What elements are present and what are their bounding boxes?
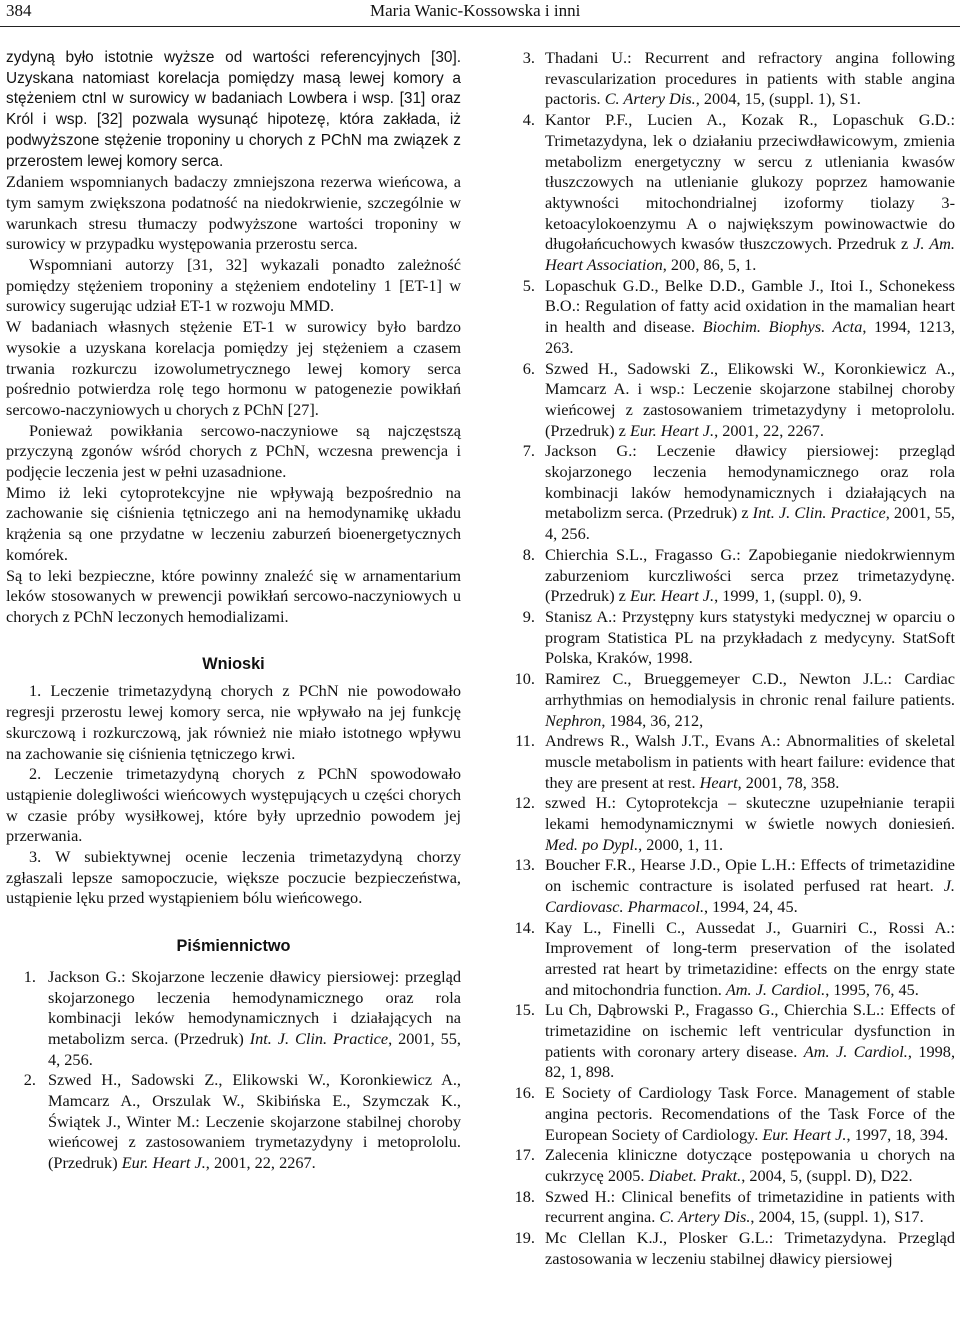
body-paragraph: Wspomniani autorzy [31, 32] wykazali ponadto zależność pomiędzy stężeniem troponiny a stężeniem endoteliny 1 [ET-1] w surowicy sugerując udział ET-1 w rozwoju MMD.	[6, 255, 461, 316]
reference-text: Stanisz A.: Przystępny kurs statystyki medycznej w oparciu o program Statistica PL na przykładach z medycyny. StatSoft Polska, Kraków, 1998.	[545, 606, 955, 668]
reference-details: , 2001, 22, 2267.	[714, 420, 824, 440]
reference-journal: J. Am. Heart Association	[545, 234, 955, 275]
reference-text: E Society of Cardiology Task Force. Management of stable angina pectoris. Recomendations of the Task Force of the European Society of Cardiology.	[545, 1083, 955, 1144]
conclusions-heading: Wnioski	[202, 654, 265, 673]
reference-text: Jackson G.: Leczenie dławicy piersiowej: przegląd skojarzonego leczenia hemodynamicznego oraz rola kombinacji laków hemodynamicznych i działających na metabolizm serca. (Przedruk) z	[545, 441, 955, 523]
reference-item	[505, 48, 955, 110]
reference-number: 12.	[514, 793, 535, 813]
reference-number: 10.	[514, 669, 535, 689]
page-number: 384	[6, 1, 32, 20]
reference-item	[505, 545, 955, 607]
body-paragraph: zydyną było istotnie wyższe od wartości referencyjnych [30]. Uzyskana natomiast korelacja pomiędzy masą lewej komory a stężeniem ctnI w surowicy w badaniach Lowbera i wsp. [31] oraz Król i wsp. [32] pozwala wysunąć hipotezę, która zakłada, iż podwyższone stężenie troponiny u chorych z PChN ma związek z przerostem lewej komory serca.	[6, 49, 461, 170]
reference-number: 9.	[522, 606, 535, 626]
left-column	[6, 48, 461, 1174]
reference-details: , 1994, 1213, 263.	[545, 317, 955, 357]
reference-journal: Eur. Heart J.	[762, 1124, 847, 1144]
body-paragraph: W badaniach własnych stężenie ET-1 w surowicy było bardzo wysokie a uzyskana korelacja pomiędzy jej stężeniem a czasem trwania rozkurczu izowolumetrycznego lewej komory serca pośrednio potwierdza rolę tego hormonu w patogenezie powikłań sercowo-naczyniowych u chorych z PChN [27].	[6, 317, 461, 419]
reference-item	[505, 359, 955, 442]
reference-text: Boucher F.R., Hearse J.D., Opie L.H.: Effects of trimetazidine on ischemic contracture is isolated perfused rat heart.	[545, 855, 955, 896]
reference-number: 8.	[522, 544, 535, 564]
reference-details: , 200, 86, 5, 1.	[662, 255, 757, 275]
reference-number: 5.	[522, 275, 535, 295]
reference-journal: Eur. Heart J.	[629, 586, 715, 606]
reference-text: Kay L., Finelli C., Aussedat J., Guarniri C., Rossi A.: Improvement of long-term preservation of the isolated arrested rat heart by trimetazidine: effects on the enrgy state and mitochondria function.	[545, 917, 955, 999]
reference-item	[505, 1083, 955, 1145]
body-paragraph: Mimo iż leki cytoprotekcyjne nie wpływają bezpośrednio na zachowanie się ciśnienia tętniczego ani na hemodynamikę układu krążenia są one przydatne w leczeniu zaburzeń bioenergetycznych komórek.	[6, 482, 461, 564]
reference-text: szwed H.: Cytoprotekcja – skuteczne uzupełnianie terapii lekami hemodynamicznymi w świetle nowych doniesień.	[545, 793, 955, 834]
reference-item	[505, 276, 955, 359]
reference-text: Szwed H., Sadowski Z., Elikowski W., Koronkiewicz A., Mamcarz A. i wsp.: Leczenie skojarzone stabilnej choroby wieńcowej z zastosowaniem trimetazydyny i metoprololu. (Przedruk) z	[545, 358, 955, 440]
reference-text: Lopaschuk G.D., Belke D.D., Gamble J., Itoi I., Schonekess B.O.: Regulation of fatty acid oxidation in the mamalian heart in health and disease.	[545, 275, 955, 337]
conclusion-item: 2. Leczenie trimetazydyną chorych z PChN spowodowało ustąpienie dolegliwości wieńcowych występujących u części chorych w czasie próby wysiłkowej, które były uprzednio powodem jej przerwania.	[6, 764, 461, 846]
reference-journal: Int. J. Clin. Practice	[752, 503, 886, 523]
reference-number: 2.	[23, 1070, 36, 1090]
reference-item	[505, 1187, 955, 1228]
reference-item	[505, 669, 955, 731]
reference-text: Zalecenia kliniczne dotyczące postępowania u chorych na cukrzycę 2005.	[545, 1145, 955, 1185]
reference-text: Jackson G.: Skojarzone leczenie dławicy piersiowej: przegląd skojarzonego leczenia hemodynamicznego oraz rola kombinacji leków hemodynamicznych i działających na metabolizm serca. (Przedruk)	[48, 966, 461, 1048]
reference-details: , 2004, 5, (suppl. D), D22.	[741, 1165, 913, 1185]
reference-text: Andrews R., Walsh J.T., Evans A.: Abnormalities of skeletal muscle metabolism in patients with heart failure: evidence that they are present at rest.	[545, 731, 955, 792]
reference-details: , 2001, 55, 4, 256.	[545, 503, 955, 544]
reference-details: , 1984, 36, 212,	[601, 710, 704, 730]
reference-details: , 2001, 22, 2267.	[205, 1153, 316, 1173]
reference-list	[6, 967, 461, 1174]
reference-details: , 1998, 82, 1, 898.	[545, 1041, 956, 1082]
reference-text: Chierchia S.L., Fragasso G.: Zapobieganie niedokrwiennym zaburzeniom kurczliwości serca przez trimetazydynę. (Przedruk) z	[545, 544, 955, 606]
reference-number: 6.	[522, 358, 535, 378]
reference-journal: Int. J. Clin. Practice	[249, 1028, 389, 1048]
conclusion-item: 1. Leczenie trimetazydyną chorych z PChN nie powodowało regresji przerostu lewej komory serca, nie wpływało na jej funkcję skurczową i rozkurczową, jak również nie miało istotnego wpływu na zachowanie się ciśnienia tętniczego krwi.	[6, 681, 461, 763]
reference-journal: C. Artery Dis.	[604, 89, 696, 109]
reference-number: 4.	[522, 110, 535, 130]
reference-text: Lu Ch, Dąbrowski P., Fragasso G., Chierchia S.L.: Effects of trimetazidine on ischemic left ventricular dysfunction in patients with coronary artery disease.	[545, 1000, 955, 1061]
reference-item	[6, 967, 461, 1071]
reference-number: 14.	[514, 917, 535, 937]
reference-text: Thadani U.: Recurrent and refractory angina following revascularization procedures in patients with stable angina pactoris.	[545, 48, 955, 109]
reference-details: , 2001, 78, 358.	[737, 772, 840, 792]
reference-details: , 1994, 24, 45.	[704, 896, 798, 916]
body-paragraph: Ponieważ powikłania sercowo-naczyniowe są najczęstszą przyczyną zgonów wśród chorych z PChN, wczesna prewencja i podjęcie leczenia jest w pełni uzasadnione.	[6, 420, 461, 482]
reference-journal: Eur. Heart J.	[629, 420, 715, 440]
reference-journal: Nephron	[545, 710, 602, 730]
reference-item	[505, 441, 955, 545]
reference-number: 17.	[514, 1145, 535, 1165]
reference-text: Mc Clellan K.J., Plosker G.L.: Trimetazydyna. Przegląd zastosowania w leczeniu stabilnej dławicy piersiowej	[545, 1228, 955, 1268]
reference-number: 3.	[522, 48, 535, 67]
reference-details: , 2004, 15, (suppl. 1), S17.	[750, 1207, 924, 1227]
reference-details: , 1997, 18, 394.	[846, 1124, 949, 1144]
reference-item	[505, 1000, 955, 1083]
reference-text: Szwed H., Sadowski Z., Elikowski W., Koronkiewicz A., Mamcarz A., Orszulak W., Skibińska E., Szymczak K., Świątek J., Winter M.: Leczenie skojarzone stabilnej choroby wieńcowej z zastosowaniem trymetazydyny i metoprololu. (Przedruk)	[48, 1070, 461, 1173]
reference-details: , 2001, 55, 4, 256.	[48, 1028, 461, 1069]
reference-details: , 1995, 76, 45.	[825, 979, 919, 999]
reference-item	[505, 918, 955, 1001]
reference-item	[505, 607, 955, 669]
reference-journal: C. Artery Dis.	[659, 1207, 751, 1227]
reference-journal: Med. po Dypl.	[545, 834, 639, 854]
reference-details: , 2000, 1, 11.	[638, 834, 724, 854]
reference-journal: J. Cardiovasc. Pharmacol.	[545, 876, 955, 916]
running-header	[0, 0, 960, 27]
reference-item	[505, 855, 955, 917]
body-paragraph: Zdaniem wspomnianych badaczy zmniejszona rezerwa wieńcowa, a tym samym zwiększona podatność na niedokrwienie, szczególnie w warunkach stresu tłumaczy podwyższone wartości troponiny w surowicy w przypadku występowania przerostu serca.	[6, 172, 461, 254]
reference-text: Kantor P.F., Lucien A., Kozak R., Lopaschuk G.D.: Trimetazydyna, lek o działaniu przeciwdławicowym, zmienia metabolizm energetyczny w sercu z utleniania kwasów tłuszczowych na utlenianie glukozy poprzez hamowanie aktywności mitochondrialnej izoformy tiolazy 3-ketoacylokoenzymu A o największym powinowactwie do długołańcuchowych kwasów tłuszczowych. Przedruk z	[545, 110, 955, 254]
reference-number: 1.	[23, 966, 36, 986]
references-heading: Piśmiennictwo	[176, 937, 291, 956]
body-paragraph: Są to leki bezpieczne, które powinny znaleźć się w arnamentarium leków stosowanych w prewencji powikłań sercowo-naczyniowych u chorych z PChN leczonych hemodializami.	[6, 565, 461, 626]
reference-number: 19.	[514, 1228, 535, 1248]
reference-number: 7.	[522, 441, 535, 461]
reference-journal: Biochim. Biophys. Acta	[702, 317, 863, 337]
reference-text: Ramirez C., Brueggemeyer C.D., Newton J.L.: Cardiac arrhythmias on hemodialysis in chronic renal failure patients.	[545, 669, 955, 709]
reference-journal: Diabet. Prakt.	[648, 1165, 742, 1185]
reference-number: 16.	[514, 1083, 535, 1103]
reference-item	[505, 1145, 955, 1186]
reference-number: 13.	[514, 855, 535, 875]
reference-text: Szwed H.: Clinical benefits of trimetazidine in patients with recurrent angina.	[545, 1186, 955, 1227]
reference-item	[505, 731, 955, 793]
reference-item	[505, 793, 955, 855]
reference-number: 15.	[514, 1000, 535, 1020]
reference-item	[505, 1228, 955, 1269]
running-header-authors: Maria Wanic-Kossowska i inni	[370, 1, 581, 20]
conclusion-item: 3. W subiektywnej ocenie leczenia trimetazydyną chorzy zgłaszali lepsze samopoczucie, większe poczucie bezpieczeństwa, ustąpienie lęku przed wystąpieniem bólu wieńcowego.	[6, 847, 461, 908]
right-column	[505, 48, 955, 1269]
reference-journal: Am. J. Cardiol.	[803, 1041, 908, 1061]
reference-number: 11.	[515, 731, 535, 751]
reference-journal: Eur. Heart J.	[121, 1153, 206, 1173]
reference-details: , 2004, 15, (suppl. 1), S1.	[695, 89, 861, 109]
reference-journal: Am. J. Cardiol.	[725, 979, 826, 999]
reference-number: 18.	[514, 1186, 535, 1206]
reference-item	[505, 110, 955, 276]
reference-list	[505, 48, 955, 1269]
reference-journal: Heart	[699, 772, 738, 792]
reference-item	[6, 1070, 461, 1174]
reference-details: , 1999, 1, (suppl. 0), 9.	[714, 586, 862, 606]
